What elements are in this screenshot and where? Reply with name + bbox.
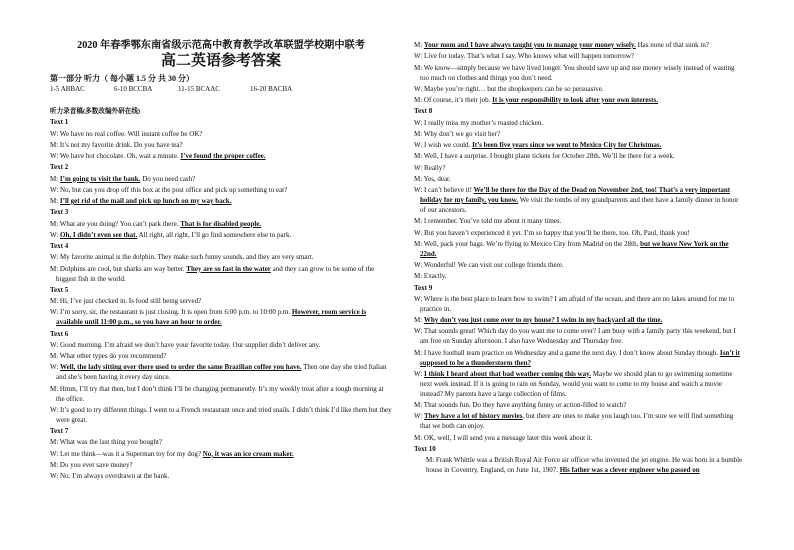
key-answer-phrase: Well, the lady sitting over there used to order the same Brazilian coffee you have.	[60, 363, 302, 372]
key-answer-phrase: They have a lot of history movies	[424, 412, 523, 421]
line-text: M: We know—simply because we have lived longer. You should save up and use money wisely instead of wasting too much on clothes and things you don’t need.	[414, 63, 735, 82]
line-text: Do you need cash?	[140, 174, 196, 183]
answer-group: 11-15 BCAAC	[178, 85, 220, 93]
transcript-line	[50, 405, 392, 425]
line-text: M:	[50, 174, 60, 183]
page-subtitle: 高二英语参考答案	[160, 53, 281, 69]
text-heading	[414, 444, 744, 455]
line-text: Text 8	[414, 107, 433, 116]
line-text: W:	[414, 369, 425, 378]
transcript-line	[414, 118, 744, 129]
transcript-title	[50, 106, 392, 117]
line-text: M: I have football team practice on Wednesday and a game the next day. I don’t know about Sunday though.	[414, 348, 720, 357]
key-answer-phrase: I think I heard about that bad weather coming this way.	[424, 369, 591, 378]
transcript-line	[414, 140, 744, 151]
text-heading	[414, 106, 744, 117]
line-text: Text 9	[414, 283, 433, 292]
transcript-line	[414, 260, 744, 271]
transcript-line	[50, 449, 392, 460]
transcript-line	[414, 84, 744, 95]
line-text: M: Of course, it’s their job.	[414, 96, 493, 104]
line-text: W: No, but can you drop off this box at the post office and pick up something to eat?	[50, 185, 288, 194]
transcript-line	[50, 460, 392, 471]
line-text: M:	[50, 197, 60, 205]
line-text: W:	[414, 412, 425, 421]
line-text: W: We have no real coffee. Will instant coffee be OK?	[50, 129, 203, 138]
line-text: Then one day she tried Italian and she’s been having it every day since.	[56, 363, 387, 382]
line-text: M: Hmm, I’ll try that then, but I don’t think I’ll be changing permanently. It’s my weekly treat after a tough morning at the office.	[50, 384, 384, 403]
transcript-line	[414, 348, 744, 368]
key-answer-phrase: No, it was an ice cream maker.	[202, 449, 294, 458]
line-text: M: What are you doing? You can’t park there.	[50, 219, 181, 228]
transcript-line	[50, 362, 392, 382]
transcript-line	[50, 151, 392, 162]
page-title: 2020 年春季鄂东南省级示范高中教育教学改革联盟学校期中联考	[77, 40, 365, 51]
line-text: W: Good morning. I’m afraid we don’t have your favorite today. Our supplier didn’t deliver any.	[50, 340, 321, 349]
line-text: Text 6	[50, 329, 69, 338]
line-text: M:	[414, 41, 424, 49]
transcript-line	[414, 51, 744, 62]
text-heading	[50, 329, 392, 340]
transcript-line	[414, 433, 744, 444]
key-answer-phrase: We’ll be there for the Day of the Dead on November 2nd, too! That’s a very important holiday for my family, you know.	[420, 186, 731, 204]
transcript-line	[50, 196, 392, 207]
line-text: M:	[414, 316, 424, 324]
line-text: W: I’m sorry, sir, the restaurant is just closing. It is open from 6:00 p.m. to 10:00 p.m.	[50, 308, 292, 317]
line-text: W: Wonderful! We can visit our college friends there.	[414, 261, 564, 269]
key-answer-phrase: Isn’t it supposed to be a thunderstorm then?	[420, 348, 740, 367]
line-text: We visit the tombs of my grandparents and then have a family dinner in honor of our ancestors.	[420, 196, 739, 214]
transcript-line	[414, 40, 744, 51]
line-text: W: No. I’m always overdrawn at the bank.	[50, 472, 170, 480]
transcript-line	[414, 411, 744, 431]
line-text: , but there are ones to make you laugh too. I’m sure we will find something that we both can enjoy.	[420, 412, 734, 431]
transcript-line	[50, 174, 392, 185]
line-text: M: It’s not my favorite drink. Do you have tea?	[50, 140, 183, 149]
transcript-line	[414, 216, 744, 227]
line-text: Maybe we should plan to go swimming sometime next week instead. If it is going to rain on Sunday, would you want to come to my house and watch a movie instead? My parents have a large collection of films.	[420, 369, 733, 398]
line-text: W: Let me think—was it a Superman toy for my dog?	[50, 449, 203, 458]
text-heading	[50, 207, 392, 218]
transcript-line	[414, 455, 744, 475]
line-text: Text 3	[50, 208, 69, 217]
transcript-line	[50, 230, 392, 241]
line-text: M: Do you ever save money?	[50, 460, 133, 469]
line-text: W: But you haven’t experienced it yet. I’m so happy that you’ll be there, too. Oh, Paul, thank you!	[414, 228, 690, 237]
key-answer-phrase: They are so fast in the water	[186, 264, 271, 273]
line-text: M: Why don’t we go visit her?	[414, 129, 501, 138]
key-answer-phrase: I’ll get rid of the mail and pick up lunch on my way back.	[59, 197, 232, 205]
line-text: Has none of that sunk in?	[635, 41, 709, 49]
line-text: M: Yes, dear.	[414, 174, 451, 183]
transcript-left-column	[50, 106, 392, 482]
line-text: W: Live for today. That’s what I say. Who knows what will happen tomorrow?	[414, 52, 634, 61]
line-text: W: That sounds great! Which day do you want me to come over? I am busy with a family party this weekend, but I am free on Sunday afternoon. I also have Wednesday and Thursday free.	[414, 327, 736, 346]
line-text: W: My favorite animal is the dolphin. They make such funny sounds, and they are very smart.	[50, 253, 314, 262]
line-text: W: Where is the best place to learn how to swim? I am afraid of the ocean, and there are no lakes around for me to practice in.	[414, 294, 735, 313]
transcript-line	[50, 307, 392, 327]
key-answer-phrase: I’m going to visit the bank.	[59, 174, 141, 183]
answer-group: 1-5 ABBAC	[50, 85, 85, 93]
key-answer-phrase: It’s been five years since we went to Mexico City for Christmas.	[472, 141, 662, 149]
line-text: W: I can’t believe it!	[414, 186, 474, 194]
transcript-line	[414, 95, 744, 106]
text-heading	[50, 285, 392, 296]
line-text: M: That sounds fun. Do they have anything funny or action-filled to watch?	[414, 401, 627, 409]
transcript-line	[414, 271, 744, 282]
key-answer-phrase: However, room service is available until 11:00 p.m., so you have an hour to order.	[56, 308, 367, 327]
line-text: Text 4	[50, 242, 69, 250]
line-text: M: OK, well, I will send you a message later this week about it.	[414, 433, 593, 442]
line-text: M: Hi, I’ve just checked in. Is food still being served?	[50, 297, 202, 305]
key-answer-phrase: That is for disabled people.	[180, 219, 262, 228]
transcript-line	[414, 315, 744, 326]
section-label: 第一部分 听力（ 每小题 1.5 分 共 30 分）	[50, 74, 194, 83]
transcript-line	[414, 174, 744, 185]
text-heading	[414, 283, 744, 294]
line-text: M: Dolphins are cool, but sharks are way better.	[50, 264, 187, 273]
line-text: M: Well, I have a surprise. I bought plane tickets for October 28th. We’ll be there for a week.	[414, 152, 675, 161]
transcript-line	[50, 351, 392, 362]
line-text: M: What other types do you recommend?	[50, 352, 167, 360]
line-text: W: I wish we could.	[414, 141, 473, 149]
line-text: Text 1	[50, 118, 69, 127]
transcript-line	[50, 340, 392, 351]
transcript-line	[414, 129, 744, 140]
transcript-line	[414, 185, 744, 215]
transcript-line	[50, 437, 392, 448]
text-heading	[50, 162, 392, 173]
line-text: M: What was the last thing you bought?	[50, 438, 163, 447]
key-answer-phrase: His father was a clever engineer who passed on	[559, 466, 700, 474]
line-text: and they can grow to be some of the biggest fish in the world.	[56, 264, 375, 283]
transcript-line	[414, 326, 744, 346]
line-text: Text 5	[50, 285, 69, 294]
answer-group: 16-20 BACBA	[250, 85, 293, 93]
text-heading	[50, 241, 392, 252]
key-answer-phrase: I’ve found the proper coffee.	[180, 152, 266, 160]
transcript-line	[50, 384, 392, 404]
key-answer-phrase: It is your responsibility to look after your own interests.	[492, 96, 658, 104]
transcript-line	[414, 63, 744, 83]
line-text: M: Exactly.	[414, 272, 447, 281]
transcript-line	[50, 252, 392, 263]
transcript-line	[414, 151, 744, 162]
line-text: W: I really miss my mother’s roasted chicken.	[414, 118, 544, 127]
transcript-line	[414, 239, 744, 259]
text-heading	[50, 117, 392, 128]
document-heading	[50, 40, 392, 70]
line-text: W:	[50, 363, 61, 372]
key-answer-phrase: but we leave New York on the 22nd.	[420, 239, 729, 258]
line-text: All right, all right, I’ll go find somewhere else to park.	[137, 230, 292, 239]
transcript-line	[50, 296, 392, 307]
transcript-line	[414, 400, 744, 411]
line-text: Text 7	[50, 427, 69, 435]
transcript-right-column	[414, 40, 744, 476]
answer-group: 6-10 BCCBA	[114, 85, 153, 93]
line-text: M: I remember. You’ve told me about it many times.	[414, 217, 562, 226]
line-text: M: Well, pack your bags. We’re flying to Mexico City from Madrid on the 28th,	[414, 239, 641, 248]
key-answer-phrase: Oh, I didn’t even see that.	[60, 230, 138, 239]
line-text: 听力录音稿(多数改编外研在线)	[50, 108, 141, 115]
transcript-line	[50, 140, 392, 151]
line-text: W: Maybe you’re right… but the shopkeepers can be so persuasive.	[414, 84, 604, 93]
transcript-line	[50, 471, 392, 482]
transcript-line	[414, 228, 744, 239]
line-text: W: It’s good to try different things. I went to a French restaurant once and tried snails. I didn’t think I’d like them but they were great.	[50, 405, 392, 424]
transcript-line	[50, 219, 392, 230]
text-heading	[50, 426, 392, 437]
line-text: W:	[50, 230, 61, 239]
transcript-line	[50, 129, 392, 140]
line-text: M: Frank Whittle was a British Royal Air Force air officer who invented the jet engine. He was born in a humble house in Coventry, England, on June 1st, 1907.	[426, 456, 743, 474]
transcript-line	[414, 294, 744, 314]
line-text: Text 2	[50, 163, 69, 172]
transcript-line	[50, 264, 392, 284]
line-text: Text 10	[414, 444, 436, 453]
transcript-line	[50, 185, 392, 196]
transcript-line	[414, 369, 744, 399]
key-answer-phrase: Your mom and I have always taught you to manage your money wisely.	[423, 41, 636, 49]
key-answer-phrase: Why don’t you just come over to my house? I swim in my backyard all the time.	[423, 316, 663, 324]
transcript-line	[414, 163, 744, 174]
line-text: W: We have hot chocolate. Oh, wait a minute.	[50, 152, 181, 160]
line-text: W: Really?	[414, 163, 446, 172]
